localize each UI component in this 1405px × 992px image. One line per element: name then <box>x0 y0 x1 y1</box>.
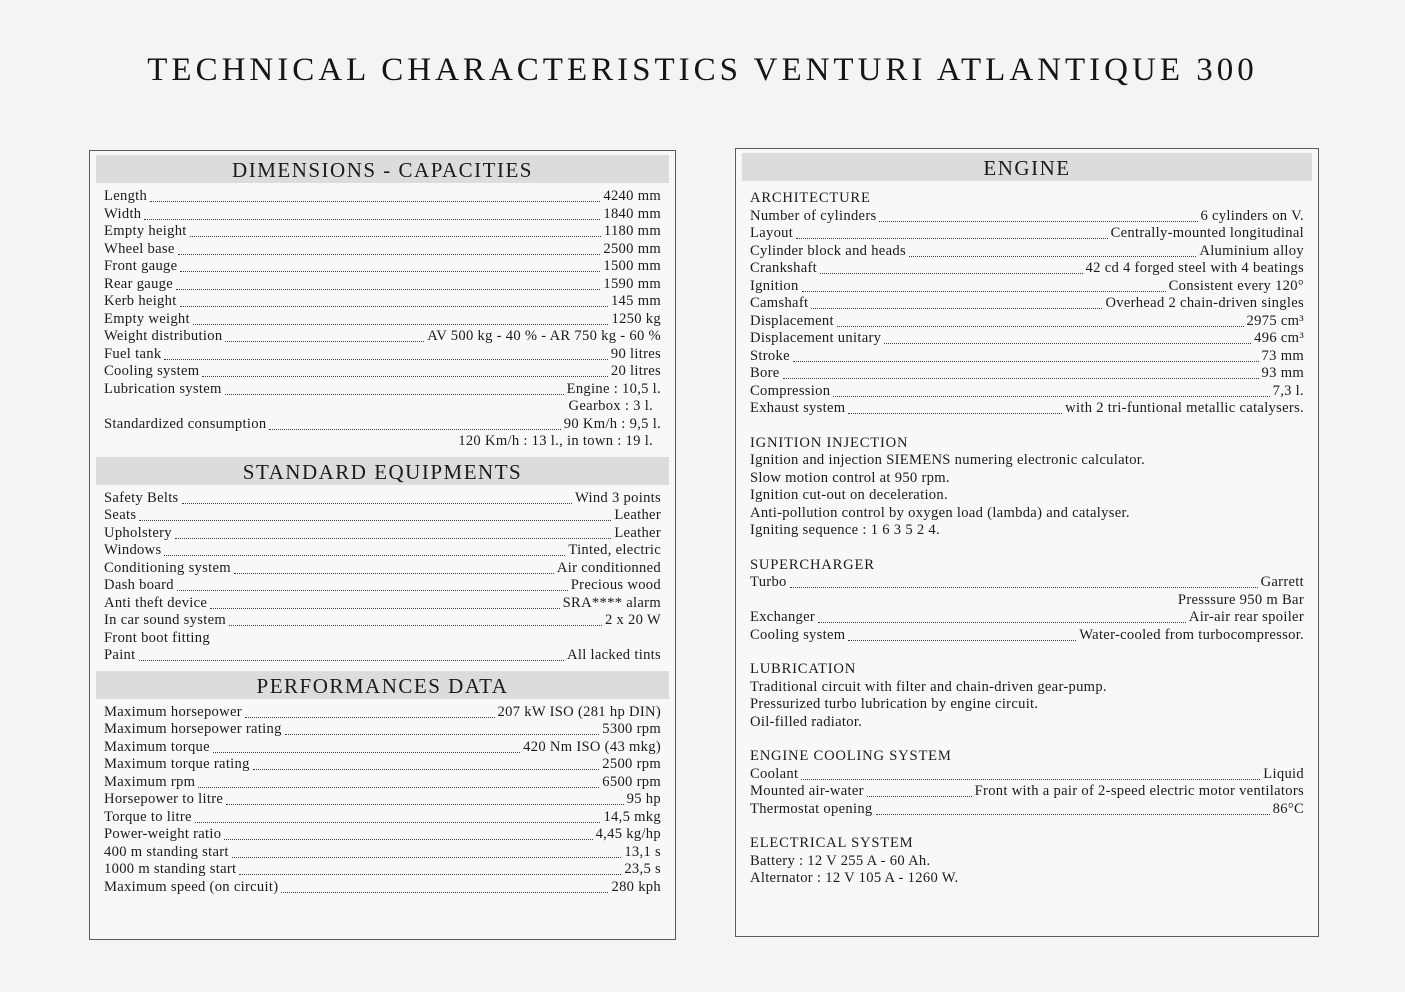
dot-leader <box>884 332 1251 344</box>
spec-row <box>104 293 661 311</box>
dot-leader <box>867 785 972 797</box>
dot-leader <box>909 245 1196 257</box>
spec-value: 4240 mm <box>603 188 661 204</box>
spec-label: Paint <box>104 647 136 663</box>
dot-leader <box>234 562 554 574</box>
spec-value: Front with a pair of 2-speed electric motor ventilators <box>974 783 1304 799</box>
spec-label: Front gauge <box>104 258 178 274</box>
spec-label: Stroke <box>750 347 790 364</box>
performance-list <box>96 704 669 897</box>
dot-leader <box>144 208 600 220</box>
spec-label: Coolant <box>750 765 799 782</box>
spec-label: Displacement unitary <box>750 330 882 346</box>
text-line: Anti-pollution control by oxygen load (lambda) and catalyser. <box>750 504 1130 521</box>
spec-label: Layout <box>750 225 794 241</box>
spec-row <box>104 809 661 827</box>
lubrication-block <box>742 661 1312 731</box>
dot-leader <box>175 527 611 539</box>
dot-leader <box>182 492 572 504</box>
spec-row <box>104 879 661 897</box>
lubrication-heading: LUBRICATION <box>750 661 857 677</box>
spec-row <box>750 330 1304 348</box>
spec-row <box>750 208 1304 226</box>
spec-label: Maximum rpm <box>104 773 196 790</box>
dot-leader <box>269 418 560 430</box>
spec-label: Width <box>104 205 142 222</box>
spec-row <box>750 225 1304 243</box>
spec-row <box>750 627 1304 645</box>
spec-label: Camshaft <box>750 295 809 311</box>
spec-value: 86°C <box>1272 800 1304 817</box>
spec-label: Maximum torque rating <box>104 756 250 772</box>
spec-row <box>104 363 661 381</box>
spec-label: Length <box>104 188 148 204</box>
spec-row <box>104 223 661 241</box>
dot-leader <box>802 280 1166 292</box>
spec-row <box>750 783 1304 801</box>
spec-row <box>104 756 661 774</box>
dot-leader <box>190 225 601 237</box>
spec-label: 400 m standing start <box>104 843 229 860</box>
dot-leader <box>139 649 565 661</box>
spec-row <box>104 739 661 757</box>
spec-row <box>104 595 661 613</box>
dot-leader <box>790 576 1258 588</box>
spec-value: 73 mm <box>1261 347 1304 364</box>
spec-row <box>750 313 1304 331</box>
dot-leader <box>225 383 564 395</box>
dot-leader <box>176 278 600 290</box>
spec-row <box>104 276 661 294</box>
text-line: Battery : 12 V 255 A - 60 Ah. <box>750 852 931 869</box>
spec-value: 1250 kg <box>611 310 661 327</box>
spec-row <box>104 416 661 434</box>
spec-label: Thermostat opening <box>750 800 873 817</box>
supercharger-heading: SUPERCHARGER <box>750 556 875 573</box>
engine-heading: ENGINE <box>742 153 1312 181</box>
spec-value: 42 cd 4 forged steel with 4 beatings <box>1085 260 1304 276</box>
spec-value: Overhead 2 chain-driven singles <box>1105 295 1304 311</box>
spec-row <box>750 295 1304 313</box>
spec-label: Wheel base <box>104 240 175 257</box>
spec-label: Maximum horsepower rating <box>104 721 282 737</box>
front-boot-fitting: Front boot fitting <box>104 629 210 646</box>
dot-leader <box>876 803 1270 815</box>
spec-row <box>104 721 661 739</box>
spec-label: Conditioning system <box>104 559 231 576</box>
spec-value: 90 litres <box>610 345 661 362</box>
spec-row <box>104 525 661 543</box>
dimensions-list <box>96 188 669 451</box>
spec-row <box>104 381 661 399</box>
spec-label: Maximum speed (on circuit) <box>104 878 279 895</box>
dot-leader <box>229 614 602 626</box>
dot-leader <box>253 758 600 770</box>
spec-value: 2500 mm <box>603 240 661 257</box>
spec-value: Air conditionned <box>556 559 661 576</box>
dot-leader <box>139 509 611 521</box>
spec-value: Consistent every 120° <box>1168 277 1304 294</box>
architecture-heading: ARCHITECTURE <box>750 190 871 206</box>
dot-leader <box>193 313 609 325</box>
spec-label: Kerb height <box>104 293 177 309</box>
text-line: Slow motion control at 950 rpm. <box>750 469 950 486</box>
spec-value: AV 500 kg - 40 % - AR 750 kg - 60 % <box>427 328 661 344</box>
spec-value: Tinted, electric <box>568 542 661 558</box>
spec-label: Anti theft device <box>104 594 208 611</box>
spec-label: In car sound system <box>104 612 227 628</box>
spec-label: Number of cylinders <box>750 207 877 224</box>
dot-leader <box>225 330 424 342</box>
dot-leader <box>178 243 601 255</box>
cooling-heading: ENGINE COOLING SYSTEM <box>750 748 952 764</box>
spec-row <box>104 328 661 346</box>
spec-label: Empty weight <box>104 310 190 327</box>
spec-row <box>750 400 1304 418</box>
spec-value: 93 mm <box>1261 365 1304 381</box>
text-line: Traditional circuit with filter and chain-driven gear-pump. <box>750 678 1107 695</box>
spec-value: Engine : 10,5 l. <box>566 380 661 397</box>
spec-value: 4,45 kg/hp <box>595 826 661 842</box>
spec-value: 2 x 20 W <box>604 612 661 628</box>
dot-leader <box>793 350 1259 362</box>
dot-leader <box>811 297 1102 309</box>
dot-leader <box>164 544 565 556</box>
spec-label: Cooling system <box>750 626 846 643</box>
text-line: Ignition and injection SIEMENS numering electronic calculator. <box>750 452 1146 468</box>
electrical-heading: ELECTRICAL SYSTEM <box>750 835 914 851</box>
spec-label: Empty height <box>104 223 187 239</box>
text-line: Alternator : 12 V 105 A - 1260 W. <box>750 870 959 886</box>
spec-value: 23,5 s <box>624 861 661 877</box>
spec-row <box>750 278 1304 296</box>
spec-label: Cylinder block and heads <box>750 242 906 259</box>
spec-value: 6 cylinders on V. <box>1200 207 1304 224</box>
dot-leader <box>224 828 592 840</box>
dot-leader <box>879 210 1197 222</box>
spec-label: Safety Belts <box>104 489 179 506</box>
dot-leader <box>848 402 1062 414</box>
turbo-pressure: Presssure 950 m Bar <box>1177 591 1304 608</box>
equipment-list <box>96 490 669 665</box>
spec-value: Water-cooled from turbocompressor. <box>1079 626 1304 643</box>
spec-value: 2500 rpm <box>602 756 661 772</box>
spec-value: 20 litres <box>610 363 661 379</box>
spec-label: Horsepower to litre <box>104 791 224 807</box>
text-line: Igniting sequence : 1 6 3 5 2 4. <box>750 522 940 538</box>
spec-value: with 2 tri-funtional metallic catalysers. <box>1065 400 1304 416</box>
dot-leader <box>195 811 601 823</box>
spec-value: Garrett <box>1260 574 1304 590</box>
spec-value: Wind 3 points <box>574 489 661 506</box>
dot-leader <box>180 260 600 272</box>
continuation-line: Gearbox : 3 l. <box>568 398 653 414</box>
page-title: TECHNICAL CHARACTERISTICS VENTURI ATLANTIQUE 300 <box>147 52 1258 88</box>
dot-leader <box>210 597 559 609</box>
spec-row <box>104 826 661 844</box>
spec-value: 90 Km/h : 9,5 l. <box>563 415 661 432</box>
spec-label: Maximum torque <box>104 738 210 755</box>
dot-leader <box>150 190 600 202</box>
spec-label: 1000 m standing start <box>104 861 237 877</box>
spec-label: Weight distribution <box>104 328 223 344</box>
spec-value: Leather <box>614 507 661 523</box>
spec-row <box>104 258 661 276</box>
spec-value: 7,3 l. <box>1272 382 1304 399</box>
spec-label: Crankshaft <box>750 260 818 276</box>
spec-value: 496 cm³ <box>1254 330 1304 346</box>
dot-leader <box>801 768 1260 780</box>
spec-label: Standardized consumption <box>104 415 267 432</box>
dot-leader <box>796 227 1107 239</box>
spec-label: Turbo <box>750 574 787 590</box>
spec-value: 95 hp <box>626 791 661 807</box>
supercharger-block <box>742 557 1312 645</box>
spec-row <box>104 577 661 595</box>
spec-value: 5300 rpm <box>602 721 661 737</box>
spec-label: Mounted air-water <box>750 783 864 799</box>
spec-value: Air-air rear spoiler <box>1188 609 1304 625</box>
spec-value: Centrally-mounted longitudinal <box>1110 225 1304 241</box>
dot-leader <box>245 706 495 718</box>
ignition-heading: IGNITION INJECTION <box>750 434 909 451</box>
ignition-lines <box>742 452 1312 540</box>
spec-label: Fuel tank <box>104 345 162 362</box>
text-line: Oil-filled radiator. <box>750 713 863 730</box>
spec-label: Windows <box>104 542 162 558</box>
spec-label: Power-weight ratio <box>104 826 222 842</box>
spec-label: Displacement <box>750 312 834 329</box>
spec-label: Dash board <box>104 577 174 593</box>
dot-leader <box>202 365 607 377</box>
spec-row <box>104 791 661 809</box>
spec-value: 2975 cm³ <box>1246 312 1304 329</box>
spec-label: Cooling system <box>104 363 200 379</box>
performance-heading: PERFORMANCES DATA <box>96 671 669 699</box>
dimensions-heading: DIMENSIONS - CAPACITIES <box>96 155 669 183</box>
spec-value: 1840 mm <box>603 205 661 222</box>
spec-label: Seats <box>104 507 137 523</box>
spec-row <box>750 348 1304 366</box>
spec-value: All lacked tints <box>567 647 661 663</box>
spec-value: Precious wood <box>570 577 661 593</box>
dot-leader <box>180 295 608 307</box>
spec-label: Rear gauge <box>104 275 174 292</box>
spec-row <box>104 844 661 862</box>
spec-row <box>750 609 1304 627</box>
spec-row <box>104 560 661 578</box>
cooling-block <box>742 748 1312 818</box>
spec-row <box>104 311 661 329</box>
spec-row <box>104 704 661 722</box>
spec-row <box>104 861 661 879</box>
spec-row <box>104 647 661 665</box>
spec-row <box>104 612 661 630</box>
dot-leader <box>833 385 1269 397</box>
dot-leader <box>177 579 568 591</box>
spec-row <box>750 383 1304 401</box>
spec-value: 14,5 mkg <box>603 808 661 825</box>
spec-row <box>104 490 661 508</box>
spec-value: 13,1 s <box>624 843 661 860</box>
spec-label: Exhaust system <box>750 400 846 416</box>
lubrication-lines <box>742 679 1312 732</box>
spec-value: 145 mm <box>610 293 661 309</box>
dot-leader <box>164 348 607 360</box>
spec-row <box>104 346 661 364</box>
spec-row <box>750 243 1304 261</box>
text-line: Ignition cut-out on deceleration. <box>750 487 948 503</box>
spec-row <box>104 774 661 792</box>
spec-value: 280 kph <box>611 878 661 895</box>
electrical-block <box>742 835 1312 888</box>
dot-leader <box>232 846 622 858</box>
spec-value: Aluminium alloy <box>1199 242 1304 259</box>
spec-row <box>750 574 1304 592</box>
continuation-line: 120 Km/h : 13 l., in town : 19 l. <box>458 433 653 449</box>
spec-label: Torque to litre <box>104 808 192 825</box>
equipment-heading: STANDARD EQUIPMENTS <box>96 457 669 485</box>
spec-label: Lubrication system <box>104 380 222 397</box>
spec-value: 1180 mm <box>603 223 661 239</box>
text-line: Pressurized turbo lubrication by engine circuit. <box>750 696 1039 712</box>
spec-value: 420 Nm ISO (43 mkg) <box>523 738 661 755</box>
spec-row <box>104 241 661 259</box>
dot-leader <box>837 315 1244 327</box>
spec-row <box>750 801 1304 819</box>
spec-row <box>104 542 661 560</box>
electrical-lines <box>742 853 1312 888</box>
spec-row <box>104 188 661 206</box>
dot-leader <box>818 611 1186 623</box>
spec-value: Liquid <box>1263 765 1304 782</box>
spec-value: 6500 rpm <box>602 773 661 790</box>
dot-leader <box>198 776 599 788</box>
dot-leader <box>239 863 621 875</box>
architecture-block <box>742 190 1312 418</box>
ignition-block <box>742 435 1312 540</box>
dot-leader <box>285 723 600 735</box>
architecture-list <box>742 208 1312 418</box>
cooling-list <box>742 766 1312 819</box>
dot-leader <box>281 881 608 893</box>
spec-row <box>104 206 661 224</box>
dot-leader <box>820 262 1083 274</box>
spec-label: Upholstery <box>104 524 172 541</box>
engine-panel <box>735 148 1319 937</box>
spec-row <box>750 766 1304 784</box>
dot-leader <box>783 367 1259 379</box>
spec-row <box>750 365 1304 383</box>
dot-leader <box>213 741 520 753</box>
spec-value: 207 kW ISO (281 hp DIN) <box>497 703 661 720</box>
spec-label: Maximum horsepower <box>104 703 242 720</box>
spec-label: Exchanger <box>750 609 816 625</box>
spec-value: 1500 mm <box>603 258 661 274</box>
spec-label: Bore <box>750 365 780 381</box>
dot-leader <box>848 629 1076 641</box>
spec-value: SRA**** alarm <box>562 594 661 611</box>
spec-label: Compression <box>750 382 831 399</box>
spec-value: 1590 mm <box>603 275 661 292</box>
spec-row <box>750 260 1304 278</box>
spec-row <box>104 507 661 525</box>
left-spec-panel <box>89 150 676 940</box>
spec-label: Ignition <box>750 277 799 294</box>
spec-value: Leather <box>614 524 661 541</box>
dot-leader <box>226 793 623 805</box>
